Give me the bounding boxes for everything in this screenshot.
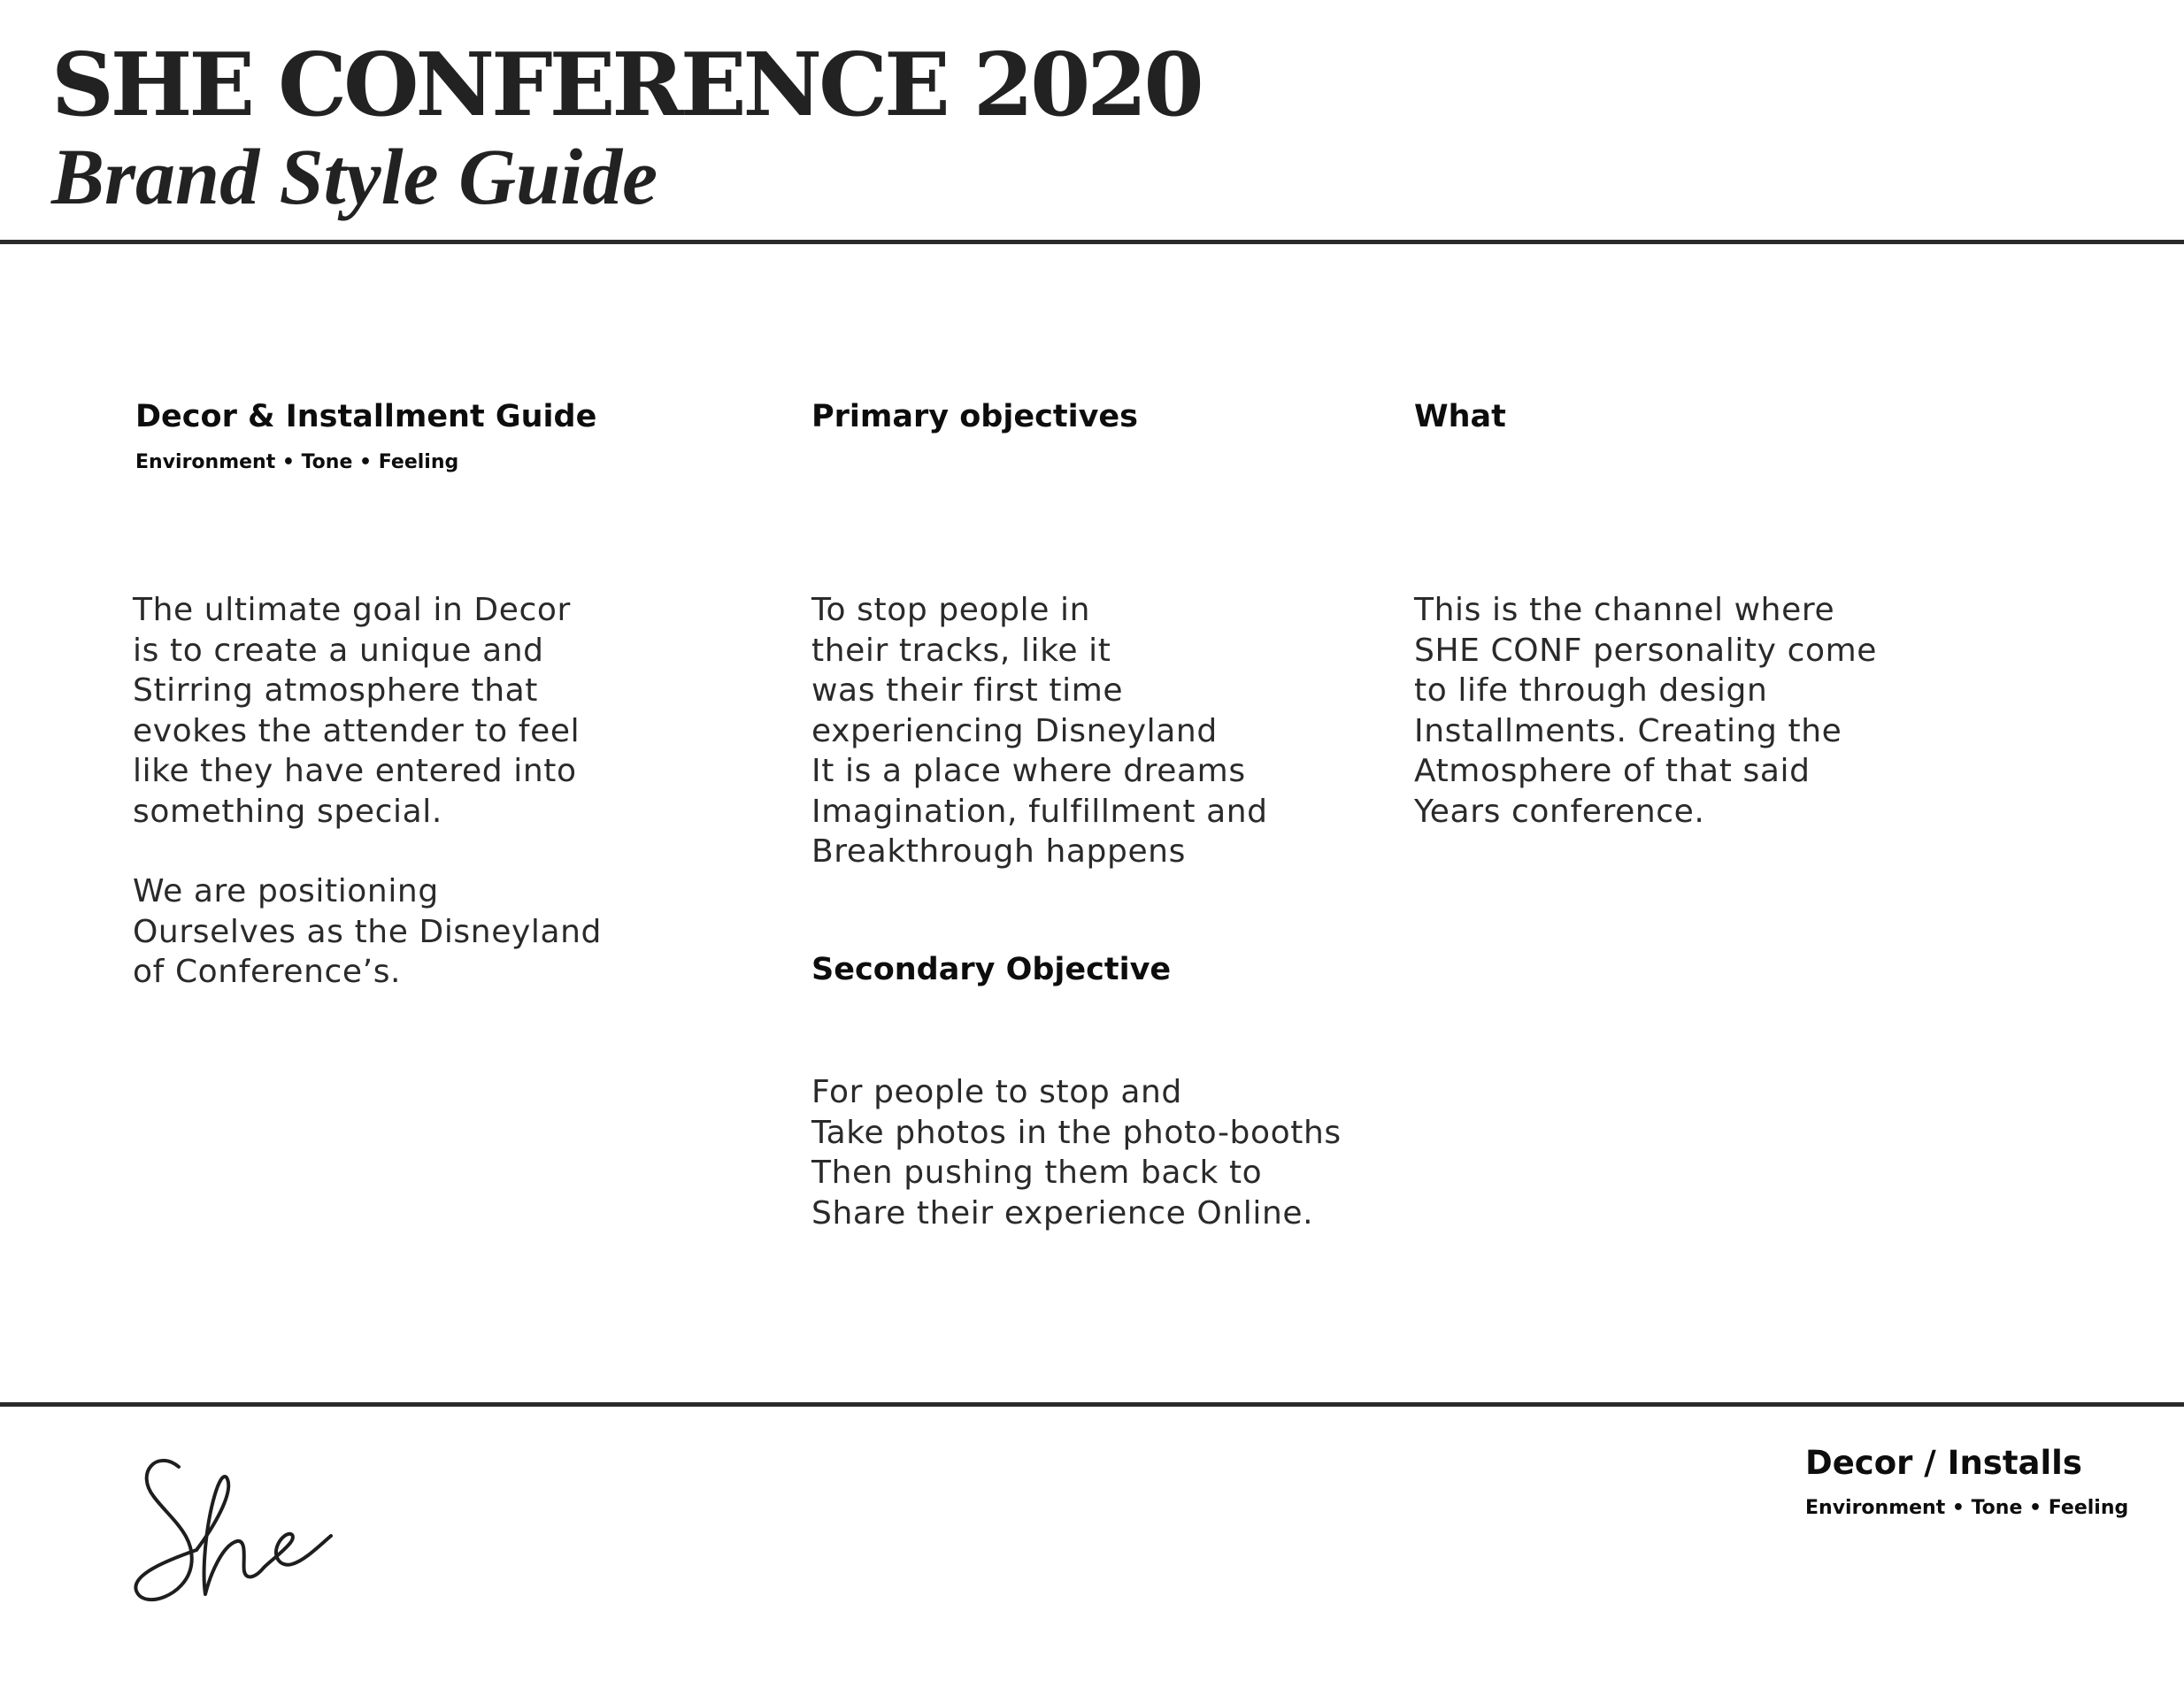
secondary-objective-paragraph — [811, 1072, 1342, 1233]
text-line: Stirring atmosphere that — [133, 672, 539, 709]
text-line: It is a place where dreams — [811, 753, 1246, 789]
primary-objectives-paragraph — [811, 590, 1268, 872]
text-line: For people to stop and — [811, 1074, 1182, 1110]
bottom-divider — [0, 1402, 2184, 1407]
text-line: was their first time — [811, 672, 1124, 709]
text-line: is to create a unique and — [133, 632, 544, 669]
decor-paragraph-goal — [133, 590, 580, 832]
text-line: experiencing Disneyland — [811, 712, 1218, 749]
text-line: Installments. Creating the — [1414, 712, 1842, 749]
decor-guide-heading: Decor & Installment Guide — [135, 399, 597, 434]
text-line: We are positioning — [133, 873, 439, 909]
text-line: Imagination, fulfillment and — [811, 793, 1268, 830]
text-line: Years conference. — [1414, 793, 1705, 830]
text-line: evokes the attender to feel — [133, 712, 581, 749]
decor-guide-tagline: Environment • Tone • Feeling — [135, 451, 459, 473]
what-paragraph — [1414, 590, 1877, 832]
top-divider — [0, 240, 2184, 244]
document-title: SHE CONFERENCE 2020 — [51, 35, 1201, 136]
text-line: Breakthrough happens — [811, 833, 1186, 870]
text-line: This is the channel where — [1414, 592, 1835, 628]
footer-section-title: Decor / Installs — [1805, 1444, 2082, 1482]
text-line: something special. — [133, 793, 442, 830]
text-line: to life through design — [1414, 672, 1768, 709]
she-signature-logo — [131, 1449, 335, 1608]
text-line: To stop people in — [811, 592, 1091, 628]
text-line: SHE CONF personality come — [1414, 632, 1878, 669]
text-line: The ultimate goal in Decor — [133, 592, 571, 628]
secondary-objective-heading: Secondary Objective — [811, 952, 1172, 987]
text-line: like they have entered into — [133, 753, 577, 789]
text-line: of Conference’s. — [133, 954, 402, 990]
text-line: Then pushing them back to — [811, 1155, 1263, 1191]
text-line: their tracks, like it — [811, 632, 1111, 669]
text-line: Take photos in the photo-booths — [811, 1114, 1342, 1151]
text-line: Atmosphere of that said — [1414, 753, 1811, 789]
primary-objectives-heading: Primary objectives — [811, 399, 1138, 434]
text-line: Ourselves as the Disneyland — [133, 913, 602, 950]
document-subtitle: Brand Style Guide — [51, 134, 658, 221]
text-line: Share their experience Online. — [811, 1194, 1314, 1231]
decor-paragraph-positioning — [133, 871, 602, 993]
what-heading: What — [1414, 399, 1506, 434]
footer-section-tagline: Environment • Tone • Feeling — [1805, 1497, 2129, 1519]
